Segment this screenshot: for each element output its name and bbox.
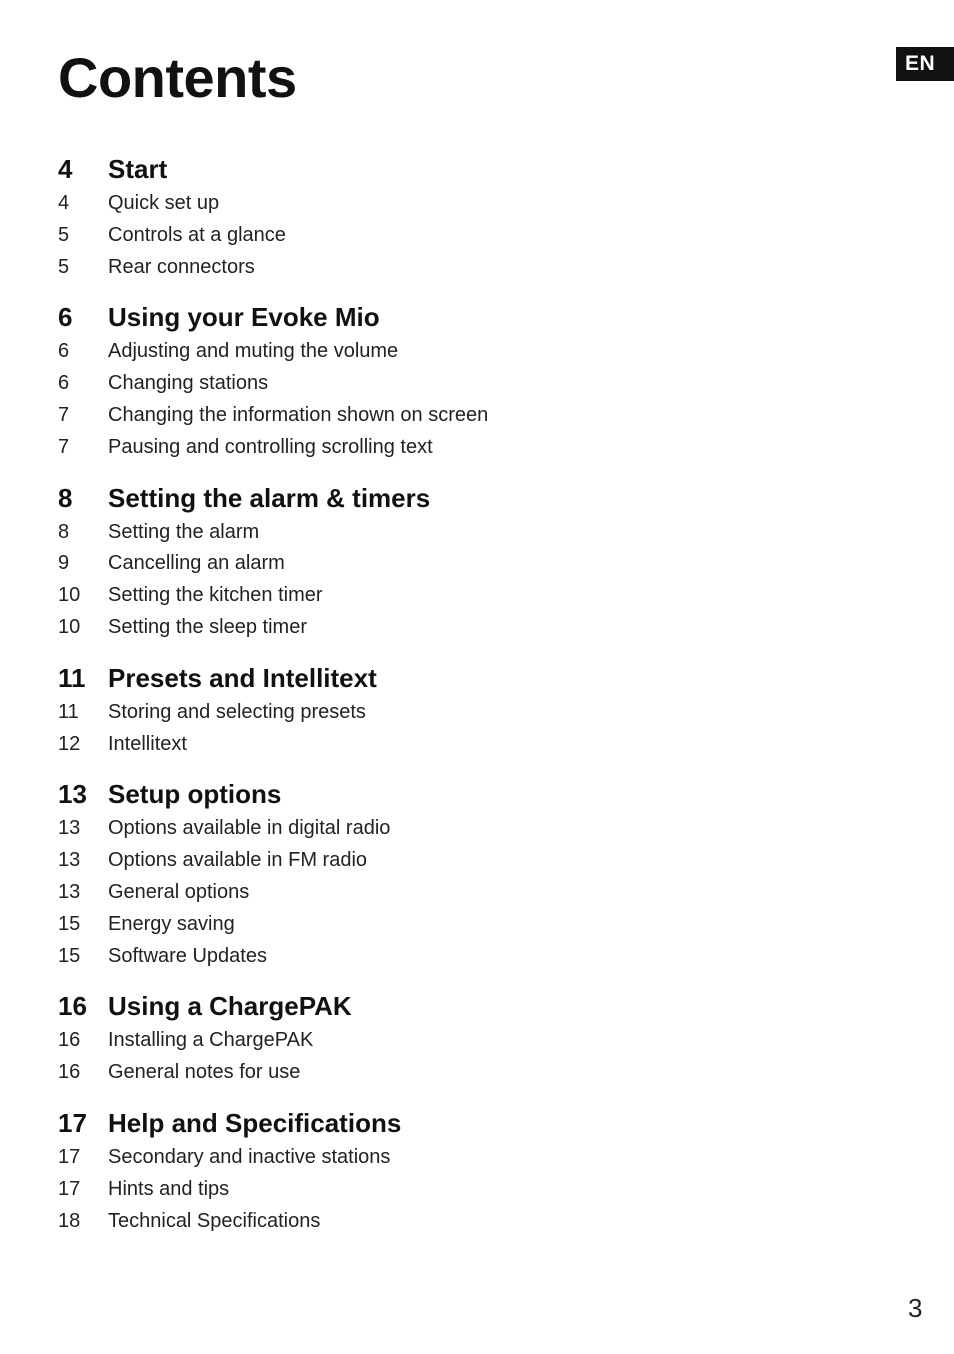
entry-page-number: 4	[58, 192, 70, 214]
toc-entry[interactable]	[58, 1174, 858, 1206]
entry-page-number: 9	[58, 552, 70, 575]
table-of-contents	[58, 150, 858, 1252]
toc-entry[interactable]	[58, 517, 858, 549]
entry-page-number: 6	[58, 372, 70, 395]
toc-entry[interactable]	[58, 877, 858, 909]
entry-title: General notes for use	[108, 1061, 301, 1084]
entry-title: Installing a ChargePAK	[108, 1029, 314, 1052]
entry-page-number: 12	[58, 732, 81, 755]
entry-page-number: 10	[58, 584, 81, 607]
toc-entry[interactable]	[58, 432, 858, 464]
toc-section-heading[interactable]	[58, 775, 858, 813]
entry-page-number: 15	[58, 912, 81, 935]
entry-title: Cancelling an alarm	[108, 552, 285, 575]
toc-entry[interactable]	[58, 368, 858, 400]
entry-title: Changing stations	[108, 372, 269, 395]
section-page-number: 6	[58, 302, 73, 333]
section-page-number: 17	[58, 1107, 87, 1138]
toc-section-heading[interactable]	[58, 659, 858, 697]
toc-section	[58, 987, 858, 1089]
toc-entry[interactable]	[58, 548, 858, 580]
toc-section	[58, 775, 858, 972]
section-title: Using a ChargePAK	[108, 991, 352, 1022]
entry-title: Technical Specifications	[108, 1209, 321, 1232]
entry-page-number: 16	[58, 1029, 81, 1052]
section-title: Help and Specifications	[108, 1107, 402, 1138]
section-page-number: 11	[58, 662, 86, 693]
entry-page-number: 7	[58, 435, 70, 458]
toc-section	[58, 479, 858, 644]
entry-title: Rear connectors	[108, 255, 255, 278]
entry-title: Intellitext	[108, 732, 187, 755]
entry-title: Hints and tips	[108, 1177, 230, 1200]
section-title: Setup options	[108, 779, 282, 810]
toc-section	[58, 1104, 858, 1237]
toc-section-heading[interactable]	[58, 1104, 858, 1142]
section-title: Presets and Intellitext	[108, 662, 377, 693]
toc-section-heading[interactable]	[58, 987, 858, 1025]
entry-page-number: 5	[58, 223, 70, 246]
entry-page-number: 15	[58, 944, 81, 967]
entry-page-number: 18	[58, 1209, 81, 1232]
entry-title: General options	[108, 880, 250, 903]
entry-title: Options available in digital radio	[108, 817, 391, 840]
entry-page-number: 5	[58, 255, 70, 278]
entry-page-number: 10	[58, 615, 81, 638]
toc-entry[interactable]	[58, 941, 858, 973]
toc-entry[interactable]	[58, 612, 858, 644]
entry-page-number: 8	[58, 520, 70, 543]
entry-page-number: 13	[58, 817, 81, 840]
toc-section	[58, 150, 858, 283]
toc-entry[interactable]	[58, 188, 858, 220]
toc-entry[interactable]	[58, 220, 858, 252]
toc-entry[interactable]	[58, 400, 858, 432]
toc-entry[interactable]	[58, 729, 858, 761]
entry-page-number: 11	[58, 700, 79, 723]
entry-title: Controls at a glance	[108, 223, 286, 246]
section-page-number: 13	[58, 779, 87, 810]
toc-entry[interactable]	[58, 697, 858, 729]
section-title: Start	[108, 154, 168, 184]
toc-entry[interactable]	[58, 845, 858, 877]
entry-title: Storing and selecting presets	[108, 700, 366, 723]
section-title: Using your Evoke Mio	[108, 302, 380, 333]
entry-title: Quick set up	[108, 192, 220, 214]
toc-entry[interactable]	[58, 1057, 858, 1089]
entry-page-number: 7	[58, 403, 70, 426]
toc-entry[interactable]	[58, 580, 858, 612]
page-number: 3	[908, 1293, 923, 1323]
entry-title: Energy saving	[108, 912, 235, 935]
entry-page-number: 13	[58, 849, 81, 872]
toc-section-heading[interactable]	[58, 150, 858, 188]
toc-entry[interactable]	[58, 1206, 858, 1238]
entry-title: Secondary and inactive stations	[108, 1145, 391, 1168]
entry-page-number: 16	[58, 1061, 81, 1084]
toc-section-heading[interactable]	[58, 479, 858, 517]
entry-title: Setting the sleep timer	[108, 615, 307, 638]
section-page-number: 4	[58, 154, 73, 184]
toc-entry[interactable]	[58, 813, 858, 845]
entry-title: Options available in FM radio	[108, 849, 368, 872]
entry-title: Software Updates	[108, 944, 267, 967]
entry-page-number: 17	[58, 1145, 81, 1168]
language-badge: EN	[896, 47, 954, 81]
toc-section-heading[interactable]	[58, 298, 858, 336]
entry-page-number: 17	[58, 1177, 81, 1200]
entry-title: Adjusting and muting the volume	[108, 340, 399, 363]
toc-section	[58, 298, 858, 463]
toc-entry[interactable]	[58, 1025, 858, 1057]
entry-page-number: 6	[58, 340, 70, 363]
toc-entry[interactable]	[58, 1142, 858, 1174]
entry-title: Setting the kitchen timer	[108, 584, 323, 607]
page-title: Contents	[58, 46, 297, 109]
section-title: Setting the alarm & timers	[108, 482, 431, 513]
toc-entry[interactable]	[58, 909, 858, 941]
toc-entry[interactable]	[58, 252, 858, 284]
entry-title: Setting the alarm	[108, 520, 260, 543]
entry-page-number: 13	[58, 880, 81, 903]
entry-title: Pausing and controlling scrolling text	[108, 435, 433, 458]
toc-entry[interactable]	[58, 336, 858, 368]
toc-section	[58, 659, 858, 761]
entry-title: Changing the information shown on screen	[108, 403, 489, 426]
section-page-number: 16	[58, 991, 87, 1022]
section-page-number: 8	[58, 482, 73, 513]
